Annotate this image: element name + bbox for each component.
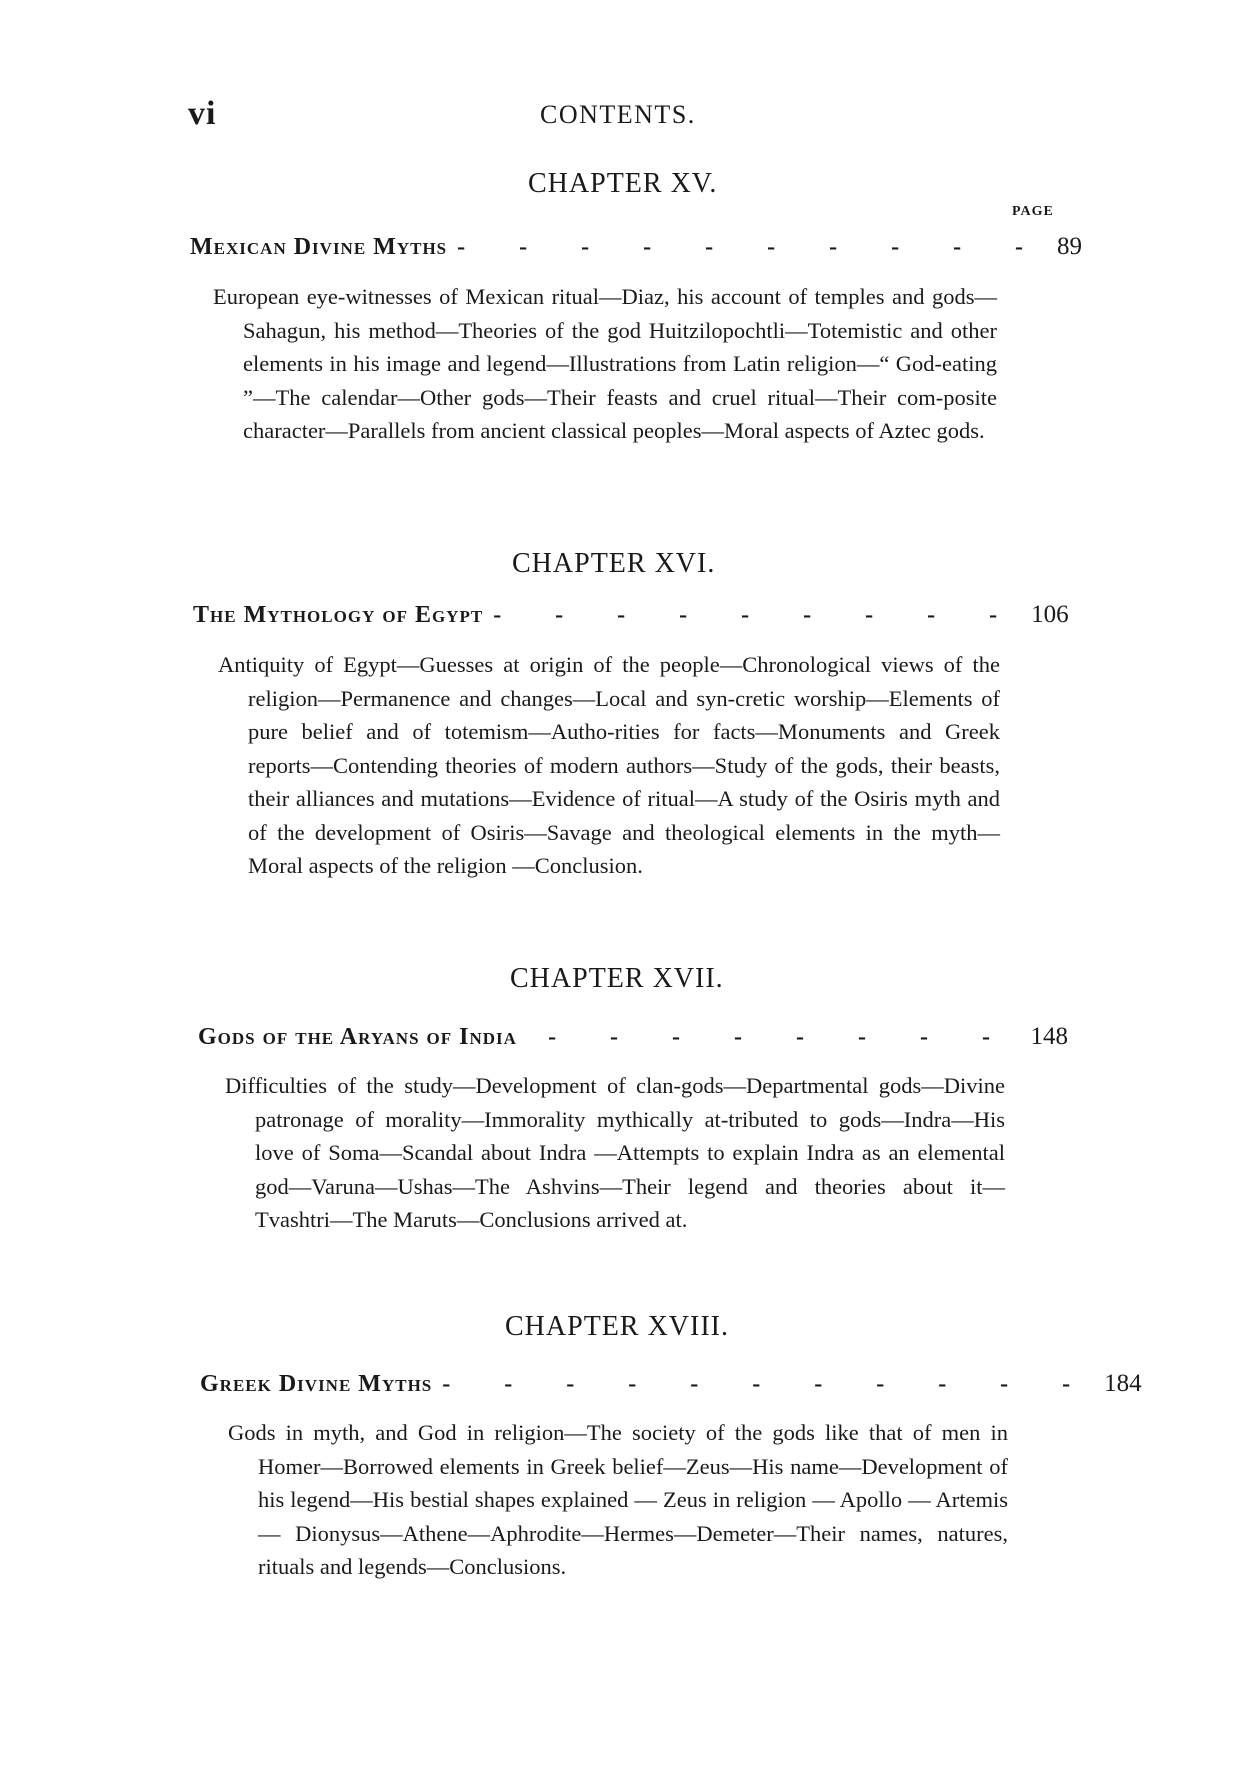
running-title: CONTENTS. [540,100,696,129]
dot-leader: - - - - - - - - - - [457,234,1048,260]
chapter-heading: CHAPTER XVII. [510,963,724,994]
entry-page-number: 148 [1030,1023,1068,1050]
chapter-summary: Gods in myth, and God in religion—The society of the gods like that of men in Homer—Borrowed elements in Greek belief—Zeus—His name—Development of his legend—His bestial shapes explained — Zeus in religion — Apollo — Artemis — Dionysus—Athene—Aphrodite—Hermes—Demeter—Their names, natures, rituals and legends—Conclusions. [228,1420,1008,1579]
entry-page-number: 106 [1031,601,1069,628]
chapter-heading: CHAPTER XVI. [512,548,716,579]
chapter-heading: CHAPTER XVIII. [505,1311,729,1342]
page-column-label: PAGE [1012,204,1054,219]
dot-leader: - - - - - - - - [548,1024,1014,1050]
entry-title: Gods of the Aryans of India [198,1024,517,1050]
entry-page-number: 89 [1057,233,1083,260]
chapter-heading: CHAPTER XV. [528,168,718,199]
toc-entry [198,1023,1068,1051]
entry-title: Greek Divine Myths [200,1371,433,1397]
entry-title: Mexican Divine Myths [190,234,448,260]
toc-entry [200,1370,1142,1398]
dot-leader: - - - - - - - - - [493,602,1022,628]
page-number: vi [188,95,217,132]
toc-entry [193,601,1069,629]
chapter-summary: Antiquity of Egypt—Guesses at origin of the people—Chronological views of the religion—Permanence and changes—Local and syn-cretic worship—Elements of pure belief and of totemism—Autho-rities for facts—Monuments and Greek reports—Contending theories of modern authors—Study of the gods, their beasts, their alliances and mutations—Evidence of ritual—A study of the Osiris myth and of the development of Osiris—Savage and theological elements in the myth—Moral aspects of the religion —Conclusion. [218,652,1000,878]
entry-page-number: 184 [1104,1370,1142,1397]
dot-leader: - - - - - - - - - - - [442,1371,1095,1397]
entry-title: The Mythology of Egypt [193,602,484,628]
toc-entry [190,233,1083,261]
chapter-summary: Difficulties of the study—Development of clan-gods—Departmental gods—Divine patronage of morality—Immorality mythically at-tributed to gods—Indra—His love of Soma—Scandal about Indra —Attempts to explain Indra as an elemental god—Varuna—Ushas—The Ashvins—Their legend and theories about it—Tvashtri—The Maruts—Conclusions arrived at. [225,1073,1005,1232]
chapter-summary: European eye-witnesses of Mexican ritual—Diaz, his account of temples and gods—Sahagun, his method—Theories of the god Huitzilopochtli—Totemistic and other elements in his image and legend—Illustrations from Latin religion—“ God-eating ”—The calendar—Other gods—Their feasts and cruel ritual—Their com-posite character—Parallels from ancient classical peoples—Moral aspects of Aztec gods. [213,284,997,443]
